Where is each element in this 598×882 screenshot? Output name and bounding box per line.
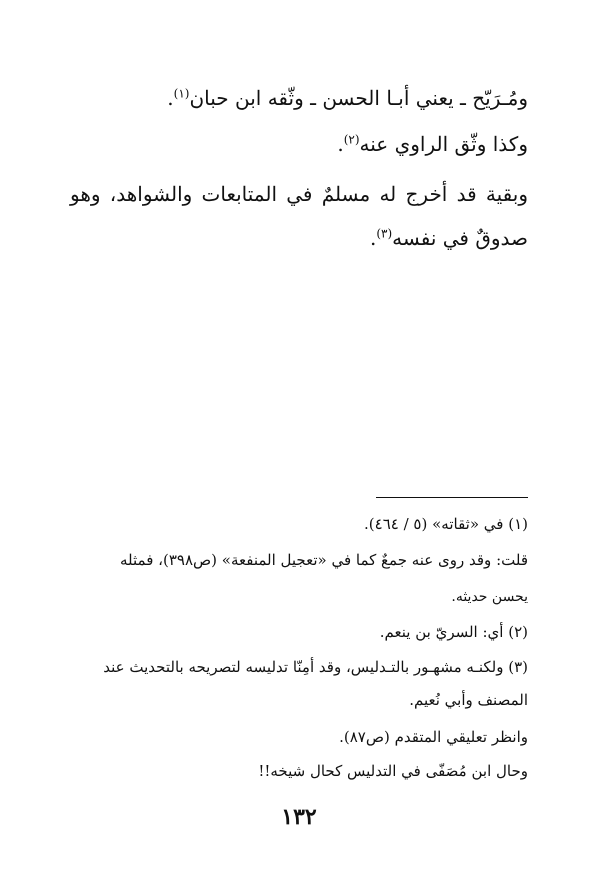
main-text-line-2-body: وكذا وثّق الراوي عنه xyxy=(359,132,528,156)
page-number: ١٣٢ xyxy=(281,804,317,830)
main-text-line-4-end: . xyxy=(369,226,377,250)
main-text-line-1 xyxy=(70,84,528,112)
footnote-3-note: وانظر تعليقي المتقدم (ص٨٧). xyxy=(339,728,528,746)
footnote-3-note-2: وحال ابن مُصَفّى في التدليس كحال شيخه!! xyxy=(258,762,528,780)
main-text-line-4 xyxy=(70,224,528,252)
footnote-ref-3: (٣) xyxy=(376,226,393,241)
footnote-1-note: قلت: وقد روى عنه جمعٌ كما في «تعجيل المنفعة» (ص٣٩٨)، فمثله xyxy=(120,551,528,569)
main-text-line-3: وبقية قد أخرج له مسلمٌ في المتابعات والشواهد، وهو xyxy=(70,182,528,206)
footnote-separator xyxy=(376,497,528,498)
footnote-3-continued: المصنف وأبي نُعيم. xyxy=(409,691,528,709)
main-text-line-1-body: ومُـرَيّح ـ يعني أبـا الحسن ـ وثّقه ابن حبان xyxy=(189,86,528,110)
main-text-line-4-body: صدوقٌ في نفسه xyxy=(392,226,528,250)
footnote-ref-2: (٢) xyxy=(343,132,360,147)
main-text-line-2-end: . xyxy=(337,132,344,156)
footnote-3: (٣) ولكنـه مشهـور بالتـدليس، وقد أمِنّا تدليسه لتصريحه بالتحديث عند xyxy=(103,658,528,676)
main-text-line-2 xyxy=(70,130,528,158)
footnote-1: (١) في «ثقاته» (٥ / ٤٦٤). xyxy=(364,515,528,533)
footnote-ref-1: (١) xyxy=(173,86,190,101)
main-text-line-1-end: . xyxy=(167,86,174,110)
footnote-1-note-continued: يحسن حديثه. xyxy=(451,589,528,605)
footnote-2: (٢) أي: السريّ بن ينعم. xyxy=(379,623,528,641)
